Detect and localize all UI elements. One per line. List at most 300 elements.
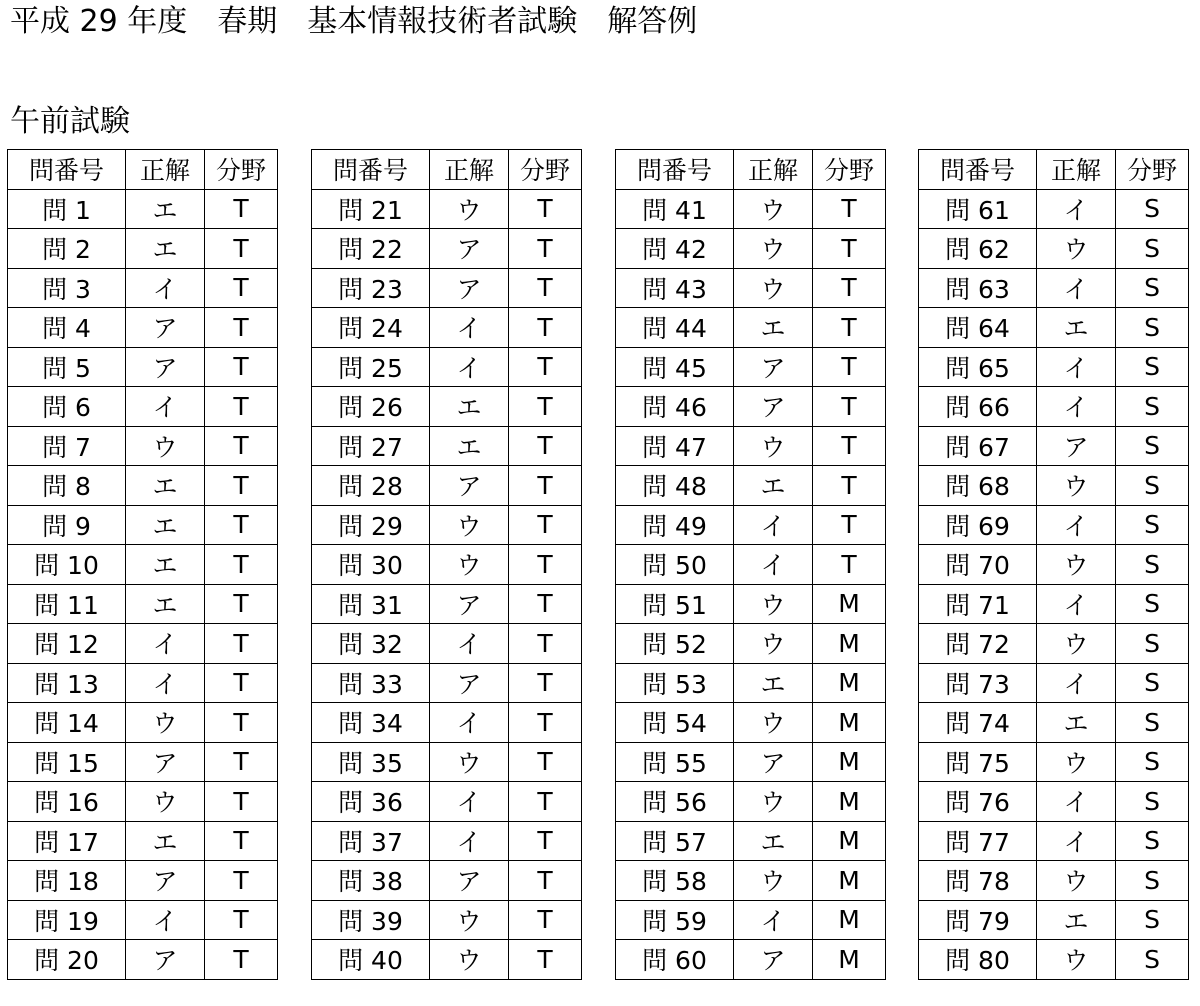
field-cell: T [509,466,582,506]
table-row [8,308,278,348]
answer-cell: ウ [1037,545,1116,585]
question-number-cell: 問 6 [8,387,126,427]
question-number-cell: 問 19 [8,900,126,940]
question-number-cell: 問 53 [616,663,734,703]
table-row [312,782,582,822]
answer-cell: エ [126,505,205,545]
field-cell: S [1116,663,1189,703]
field-cell: S [1116,940,1189,980]
question-number-cell: 問 64 [919,308,1037,348]
question-number-cell: 問 8 [8,466,126,506]
table-row [312,545,582,585]
header-correct-answer: 正解 [430,150,509,190]
field-cell: T [205,624,278,664]
table-row [919,861,1189,901]
question-number-cell: 問 51 [616,584,734,624]
table-row [616,703,886,743]
field-cell: T [509,545,582,585]
header-question-number: 問番号 [616,150,734,190]
answer-cell: イ [430,624,509,664]
table-row [616,189,886,229]
question-number-cell: 問 4 [8,308,126,348]
question-number-cell: 問 59 [616,900,734,940]
answer-cell: ウ [430,505,509,545]
answer-cell: ウ [1037,940,1116,980]
table-row [312,347,582,387]
field-cell: S [1116,426,1189,466]
answer-cell: ウ [1037,742,1116,782]
answer-cell: イ [1037,663,1116,703]
answer-cell: イ [430,347,509,387]
answer-cell: イ [430,703,509,743]
question-number-cell: 問 67 [919,426,1037,466]
table-row [919,347,1189,387]
field-cell: T [205,782,278,822]
field-cell: T [509,861,582,901]
answer-cell: イ [1037,782,1116,822]
table-row [919,308,1189,348]
answer-cell: イ [1037,505,1116,545]
field-cell: M [813,584,886,624]
answer-cell: イ [734,505,813,545]
answer-cell: ア [734,387,813,427]
table-row [919,900,1189,940]
field-cell: T [205,229,278,269]
field-cell: T [509,624,582,664]
table-row [616,229,886,269]
table-row [616,426,886,466]
question-number-cell: 問 31 [312,584,430,624]
field-cell: S [1116,624,1189,664]
field-cell: M [813,624,886,664]
field-cell: S [1116,584,1189,624]
field-cell: T [813,466,886,506]
answer-table [7,149,278,980]
question-number-cell: 問 25 [312,347,430,387]
question-number-cell: 問 50 [616,545,734,585]
table-row [919,584,1189,624]
question-number-cell: 問 60 [616,940,734,980]
field-cell: T [509,742,582,782]
table-row [616,347,886,387]
answer-cell: ア [430,584,509,624]
question-number-cell: 問 72 [919,624,1037,664]
field-cell: T [509,900,582,940]
table-row [8,782,278,822]
field-cell: T [509,782,582,822]
answer-cell: ア [430,663,509,703]
table-row [616,742,886,782]
question-number-cell: 問 30 [312,545,430,585]
field-cell: S [1116,703,1189,743]
field-cell: T [205,387,278,427]
question-number-cell: 問 77 [919,821,1037,861]
answer-cell: エ [1037,308,1116,348]
answer-cell: ウ [430,742,509,782]
header-question-number: 問番号 [919,150,1037,190]
field-cell: M [813,821,886,861]
answer-cell: ウ [430,545,509,585]
table-row [616,308,886,348]
table-row [616,466,886,506]
question-number-cell: 問 21 [312,189,430,229]
table-row [8,624,278,664]
table-row [919,545,1189,585]
field-cell: T [813,268,886,308]
field-cell: S [1116,861,1189,901]
field-cell: T [205,821,278,861]
field-cell: S [1116,229,1189,269]
table-row [8,189,278,229]
table-row [312,624,582,664]
field-cell: T [205,505,278,545]
header-correct-answer: 正解 [1037,150,1116,190]
answer-cell: ア [734,347,813,387]
question-number-cell: 問 14 [8,703,126,743]
question-number-cell: 問 61 [919,189,1037,229]
table-row [919,940,1189,980]
field-cell: T [205,940,278,980]
answer-cell: エ [430,426,509,466]
answer-cell: ウ [1037,466,1116,506]
table-row [312,584,582,624]
field-cell: T [509,268,582,308]
table-row [8,703,278,743]
table-row [616,861,886,901]
answer-cell: イ [734,545,813,585]
answer-cell: ア [126,861,205,901]
table-row [616,387,886,427]
question-number-cell: 問 76 [919,782,1037,822]
table-row [919,268,1189,308]
answer-cell: イ [430,782,509,822]
table-row [8,545,278,585]
header-question-number: 問番号 [312,150,430,190]
question-number-cell: 問 18 [8,861,126,901]
answer-cell: イ [430,821,509,861]
question-number-cell: 問 11 [8,584,126,624]
field-cell: T [205,347,278,387]
question-number-cell: 問 5 [8,347,126,387]
table-row [919,426,1189,466]
question-number-cell: 問 34 [312,703,430,743]
field-cell: M [813,663,886,703]
table-row [919,742,1189,782]
table-row [312,861,582,901]
question-number-cell: 問 3 [8,268,126,308]
question-number-cell: 問 79 [919,900,1037,940]
answer-cell: エ [126,545,205,585]
question-number-cell: 問 41 [616,189,734,229]
header-row [8,150,278,190]
header-correct-answer: 正解 [126,150,205,190]
answer-cell: エ [126,189,205,229]
section-heading: 午前試験 [10,104,130,139]
field-cell: T [813,189,886,229]
table-row [312,900,582,940]
table-row [8,347,278,387]
table-row [8,742,278,782]
answer-cell: イ [1037,268,1116,308]
question-number-cell: 問 1 [8,189,126,229]
answer-cell: エ [126,821,205,861]
field-cell: S [1116,782,1189,822]
table-row [8,584,278,624]
table-row [312,663,582,703]
table-row [919,466,1189,506]
field-cell: T [813,308,886,348]
answer-cell: エ [734,663,813,703]
answer-cell: ウ [734,189,813,229]
answer-cell: イ [126,900,205,940]
field-cell: M [813,742,886,782]
question-number-cell: 問 73 [919,663,1037,703]
table-row [919,229,1189,269]
answer-cell: ウ [734,703,813,743]
answer-cell: ウ [126,782,205,822]
answer-cell: エ [734,821,813,861]
answer-cell: ア [734,940,813,980]
question-number-cell: 問 32 [312,624,430,664]
table-row [312,940,582,980]
answer-cell: ア [126,940,205,980]
header-question-number: 問番号 [8,150,126,190]
question-number-cell: 問 62 [919,229,1037,269]
answer-cell: ウ [430,940,509,980]
answer-cell: エ [734,308,813,348]
answer-cell: ア [734,742,813,782]
field-cell: T [205,308,278,348]
table-row [616,821,886,861]
answer-cell: ウ [1037,624,1116,664]
question-number-cell: 問 2 [8,229,126,269]
header-field: 分野 [509,150,582,190]
table-row [919,505,1189,545]
question-number-cell: 問 9 [8,505,126,545]
table-row [8,229,278,269]
table-row [616,663,886,703]
question-number-cell: 問 49 [616,505,734,545]
table-row [312,189,582,229]
answer-cell: エ [126,229,205,269]
question-number-cell: 問 46 [616,387,734,427]
answer-cell: ア [126,308,205,348]
answer-cell: ア [430,268,509,308]
question-number-cell: 問 78 [919,861,1037,901]
field-cell: M [813,940,886,980]
table-row [919,821,1189,861]
answer-cell: イ [430,308,509,348]
question-number-cell: 問 16 [8,782,126,822]
page-title: 平成 29 年度 春期 基本情報技術者試験 解答例 [10,4,698,39]
header-row [312,150,582,190]
field-cell: T [205,189,278,229]
table-row [919,703,1189,743]
table-row [8,821,278,861]
question-number-cell: 問 55 [616,742,734,782]
field-cell: T [509,584,582,624]
question-number-cell: 問 43 [616,268,734,308]
table-row [312,505,582,545]
question-number-cell: 問 20 [8,940,126,980]
field-cell: T [813,545,886,585]
field-cell: T [509,426,582,466]
answer-cell: イ [1037,347,1116,387]
answer-cell: イ [1037,584,1116,624]
answer-cell: ウ [430,900,509,940]
table-row [919,189,1189,229]
question-number-cell: 問 44 [616,308,734,348]
field-cell: T [205,426,278,466]
question-number-cell: 問 27 [312,426,430,466]
table-row [919,624,1189,664]
answer-cell: イ [126,624,205,664]
question-number-cell: 問 66 [919,387,1037,427]
answer-cell: ウ [1037,861,1116,901]
header-field: 分野 [1116,150,1189,190]
field-cell: T [205,663,278,703]
table-row [8,426,278,466]
question-number-cell: 問 47 [616,426,734,466]
field-cell: S [1116,347,1189,387]
question-number-cell: 問 52 [616,624,734,664]
field-cell: T [813,347,886,387]
question-number-cell: 問 12 [8,624,126,664]
header-row [919,150,1189,190]
question-number-cell: 問 45 [616,347,734,387]
answer-cell: イ [1037,387,1116,427]
answer-cell: ウ [734,861,813,901]
answer-cell: ウ [734,782,813,822]
table-row [312,426,582,466]
table-row [616,900,886,940]
question-number-cell: 問 38 [312,861,430,901]
table-row [8,505,278,545]
field-cell: T [813,387,886,427]
field-cell: T [813,426,886,466]
table-row [616,505,886,545]
table-row [8,268,278,308]
question-number-cell: 問 24 [312,308,430,348]
field-cell: S [1116,308,1189,348]
question-number-cell: 問 42 [616,229,734,269]
answer-table [615,149,886,980]
field-cell: M [813,782,886,822]
question-number-cell: 問 37 [312,821,430,861]
answer-cell: エ [430,387,509,427]
answer-table [918,149,1189,980]
answer-cell: ウ [430,189,509,229]
answer-cell: イ [126,663,205,703]
table-row [312,308,582,348]
table-row [312,703,582,743]
field-cell: T [205,466,278,506]
question-number-cell: 問 71 [919,584,1037,624]
question-number-cell: 問 35 [312,742,430,782]
answer-cell: ウ [734,624,813,664]
field-cell: S [1116,189,1189,229]
header-row [616,150,886,190]
question-number-cell: 問 10 [8,545,126,585]
answer-table [311,149,582,980]
question-number-cell: 問 36 [312,782,430,822]
question-number-cell: 問 70 [919,545,1037,585]
field-cell: S [1116,900,1189,940]
question-number-cell: 問 29 [312,505,430,545]
question-number-cell: 問 48 [616,466,734,506]
answer-cell: ア [126,742,205,782]
answer-cell: イ [126,387,205,427]
field-cell: T [205,742,278,782]
field-cell: S [1116,545,1189,585]
answer-cell: ウ [734,268,813,308]
field-cell: T [509,189,582,229]
question-number-cell: 問 22 [312,229,430,269]
question-number-cell: 問 65 [919,347,1037,387]
field-cell: T [509,308,582,348]
answer-cell: ア [430,466,509,506]
field-cell: T [509,505,582,545]
answer-cell: イ [126,268,205,308]
header-correct-answer: 正解 [734,150,813,190]
table-row [312,387,582,427]
question-number-cell: 問 13 [8,663,126,703]
answer-cell: ア [1037,426,1116,466]
question-number-cell: 問 7 [8,426,126,466]
answer-cell: ア [430,229,509,269]
field-cell: M [813,861,886,901]
table-row [312,742,582,782]
table-row [312,466,582,506]
field-cell: M [813,703,886,743]
question-number-cell: 問 75 [919,742,1037,782]
table-row [616,545,886,585]
field-cell: T [205,703,278,743]
field-cell: S [1116,268,1189,308]
question-number-cell: 問 40 [312,940,430,980]
table-row [616,584,886,624]
question-number-cell: 問 39 [312,900,430,940]
table-row [616,940,886,980]
table-row [312,268,582,308]
field-cell: S [1116,466,1189,506]
table-row [312,821,582,861]
field-cell: T [509,940,582,980]
question-number-cell: 問 57 [616,821,734,861]
question-number-cell: 問 69 [919,505,1037,545]
question-number-cell: 問 54 [616,703,734,743]
field-cell: T [205,584,278,624]
header-field: 分野 [813,150,886,190]
field-cell: T [205,545,278,585]
table-row [616,268,886,308]
question-number-cell: 問 15 [8,742,126,782]
answer-cell: エ [126,466,205,506]
table-row [919,782,1189,822]
field-cell: S [1116,742,1189,782]
question-number-cell: 問 33 [312,663,430,703]
answer-cell: エ [1037,703,1116,743]
field-cell: T [813,505,886,545]
question-number-cell: 問 58 [616,861,734,901]
answer-cell: ウ [734,229,813,269]
answer-cell: ウ [734,584,813,624]
table-row [8,940,278,980]
table-row [616,624,886,664]
question-number-cell: 問 28 [312,466,430,506]
field-cell: T [509,821,582,861]
question-number-cell: 問 23 [312,268,430,308]
